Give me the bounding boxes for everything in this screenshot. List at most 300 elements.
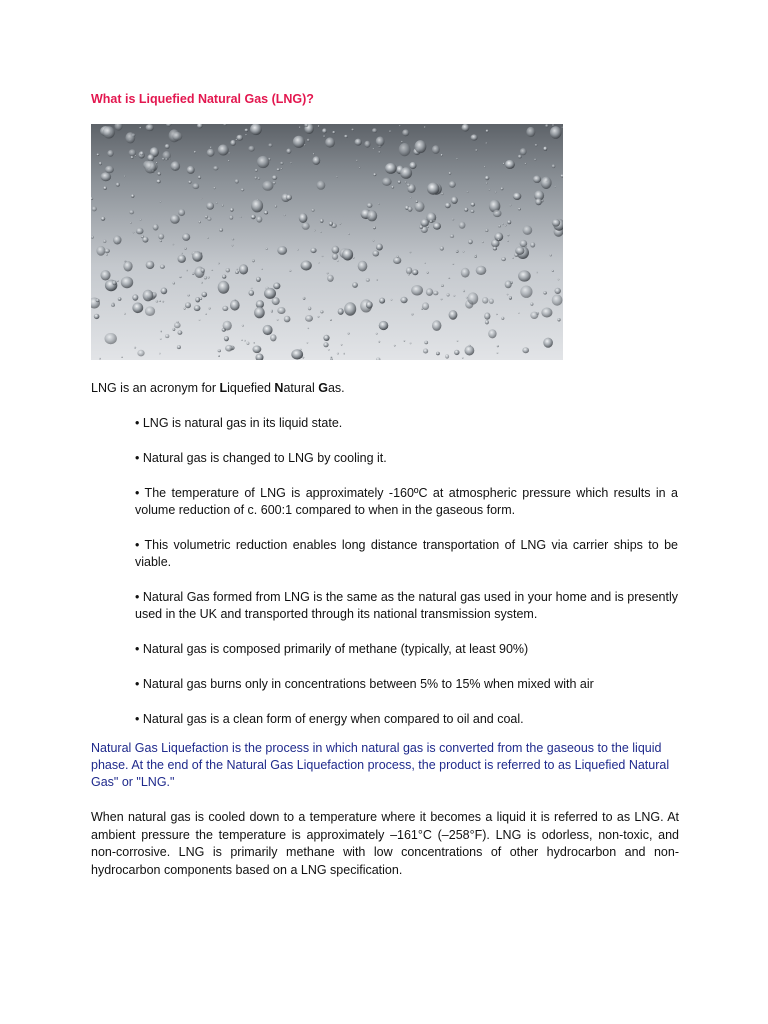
- droplet: [290, 162, 292, 164]
- droplet: [134, 347, 136, 349]
- droplet: [372, 128, 377, 133]
- droplet: [209, 307, 211, 309]
- water-droplets-photo: [91, 124, 563, 360]
- droplet: [224, 336, 229, 341]
- droplet: [489, 189, 491, 191]
- droplet: [302, 357, 304, 359]
- droplet: [179, 276, 181, 278]
- droplet: [103, 240, 106, 243]
- droplet: [373, 226, 376, 229]
- droplet: [305, 315, 313, 322]
- droplet: [441, 284, 444, 287]
- droplet: [284, 316, 291, 323]
- droplet: [467, 191, 469, 192]
- droplet: [210, 147, 212, 149]
- droplet: [257, 156, 269, 168]
- droplet: [162, 301, 164, 303]
- droplet: [147, 154, 154, 161]
- droplet: [123, 261, 132, 271]
- droplet: [268, 143, 272, 147]
- intro-line: LNG is an acronym for Liquefied Natural Gas.: [91, 381, 345, 395]
- droplet: [161, 288, 168, 295]
- droplet: [536, 272, 538, 273]
- droplet: [266, 248, 268, 250]
- droplet: [518, 270, 531, 281]
- droplet: [187, 166, 195, 174]
- liquefaction-paragraph: Natural Gas Liquefaction is the process in which natural gas is converted from the gaseous to the liquid phase. At the end of the Natural Gas Liquefaction process, the product is referred to as Liquefied Natural Gas" or "LNG.": [91, 741, 670, 789]
- droplet: [313, 153, 315, 155]
- droplet: [396, 255, 398, 257]
- droplet: [241, 188, 244, 191]
- droplet: [488, 329, 496, 338]
- droplet: [192, 251, 202, 261]
- droplet: [505, 160, 515, 169]
- droplet: [160, 338, 162, 340]
- droplet: [376, 137, 385, 147]
- droplet: [541, 308, 552, 318]
- droplet: [507, 234, 509, 236]
- droplet: [535, 144, 538, 146]
- droplet: [441, 298, 443, 300]
- droplet: [427, 183, 439, 195]
- droplet: [184, 308, 186, 310]
- droplet: [303, 297, 306, 300]
- droplet: [332, 246, 340, 254]
- droplet: [376, 279, 378, 281]
- droplet: [409, 251, 411, 253]
- droplet: [453, 295, 455, 297]
- droplet: [101, 270, 111, 280]
- droplet: [116, 242, 118, 243]
- droplet: [142, 237, 148, 243]
- droplet: [198, 176, 201, 180]
- droplet: [258, 177, 260, 180]
- droplet: [496, 314, 498, 315]
- droplet: [394, 345, 396, 347]
- droplet: [289, 270, 291, 272]
- droplet: [459, 222, 466, 229]
- droplet: [427, 272, 429, 274]
- droplet: [208, 276, 210, 278]
- droplet: [331, 356, 333, 358]
- droplet: [311, 209, 314, 212]
- droplet: [445, 354, 449, 358]
- droplet: [230, 140, 236, 146]
- droplet: [441, 154, 443, 156]
- droplet: [332, 253, 338, 260]
- droplet: [165, 334, 169, 338]
- droplet: [352, 282, 358, 288]
- droplet: [325, 137, 335, 147]
- droplet: [251, 287, 253, 289]
- droplet: [103, 126, 115, 138]
- droplet: [530, 303, 533, 306]
- droplet: [411, 285, 423, 295]
- droplet: [433, 223, 441, 230]
- droplet: [535, 198, 542, 205]
- droplet: [385, 163, 397, 174]
- droplet: [552, 219, 560, 227]
- droplet: [503, 163, 505, 165]
- droplet: [307, 139, 310, 142]
- droplet: [165, 158, 168, 160]
- droplet: [92, 206, 97, 211]
- droplet: [400, 297, 407, 303]
- droplet: [462, 124, 470, 132]
- droplet: [272, 175, 277, 180]
- droplet: [353, 257, 355, 259]
- droplet: [253, 346, 262, 354]
- droplet: [204, 276, 207, 279]
- droplet: [505, 225, 507, 226]
- droplet: [301, 261, 312, 271]
- droplet: [452, 263, 454, 265]
- droplet: [245, 129, 249, 132]
- droplet: [320, 219, 324, 223]
- droplet: [450, 234, 454, 238]
- droplet: [136, 228, 144, 235]
- droplet: [97, 153, 100, 156]
- droplet: [364, 141, 370, 148]
- list-item: • The temperature of LNG is approximately -160ºC at atmospheric pressure which results in a volume reduction of c. 600:1 compared to when in the gaseous form.: [135, 486, 678, 517]
- droplet: [121, 357, 123, 358]
- droplet: [432, 320, 441, 331]
- droplet: [302, 222, 310, 229]
- droplet: [91, 236, 94, 239]
- droplet: [393, 257, 401, 264]
- page-title: What is Liquefied Natural Gas (LNG)?: [91, 92, 314, 106]
- droplet: [277, 319, 279, 321]
- droplet: [312, 156, 320, 165]
- droplet: [113, 236, 121, 245]
- droplet: [498, 239, 500, 241]
- droplet: [322, 256, 324, 258]
- droplet: [162, 158, 165, 161]
- droplet: [314, 230, 316, 231]
- droplet: [236, 135, 243, 141]
- droplet: [373, 240, 375, 242]
- droplet: [412, 269, 418, 275]
- droplet: [146, 124, 154, 131]
- droplet: [405, 181, 407, 183]
- droplet: [124, 260, 126, 262]
- droplet: [557, 318, 560, 321]
- droplet: [261, 268, 263, 270]
- droplet: [248, 146, 254, 152]
- droplet: [299, 213, 308, 223]
- droplet: [255, 169, 258, 172]
- droplet: [507, 294, 509, 296]
- droplet: [339, 223, 341, 225]
- droplet: [199, 319, 201, 321]
- droplet: [99, 162, 102, 165]
- droplet: [157, 180, 161, 184]
- droplet: [523, 226, 533, 235]
- droplet: [207, 217, 211, 221]
- droplet: [232, 238, 234, 240]
- droplet: [229, 152, 231, 154]
- droplet: [526, 245, 528, 247]
- droplet: [262, 181, 273, 191]
- droplet: [493, 210, 502, 217]
- droplet: [378, 341, 380, 343]
- droplet: [348, 233, 350, 235]
- droplet: [159, 353, 161, 355]
- droplet: [241, 339, 243, 341]
- droplet: [427, 226, 429, 228]
- droplet: [484, 166, 486, 168]
- droplet: [441, 193, 444, 196]
- droplet: [228, 160, 230, 162]
- droplet: [552, 270, 554, 272]
- droplet: [239, 264, 248, 274]
- droplet: [401, 141, 403, 143]
- droplet: [338, 308, 344, 315]
- droplet: [201, 268, 205, 273]
- droplet: [323, 342, 328, 347]
- droplet: [476, 266, 487, 275]
- droplet: [482, 297, 488, 304]
- droplet: [400, 167, 412, 179]
- droplet: [185, 302, 191, 308]
- droplet: [139, 127, 141, 129]
- droplet: [219, 228, 223, 232]
- droplet: [468, 239, 473, 244]
- droplet: [475, 254, 477, 256]
- droplet: [501, 257, 506, 261]
- droplet: [555, 186, 557, 188]
- droplet: [186, 270, 188, 272]
- droplet: [251, 199, 263, 212]
- droplet: [367, 203, 373, 208]
- droplet: [205, 313, 207, 315]
- droplet: [146, 261, 155, 269]
- droplet: [226, 268, 230, 272]
- droplet: [373, 148, 375, 150]
- droplet: [522, 347, 529, 353]
- droplet: [256, 216, 262, 223]
- droplet: [486, 130, 489, 133]
- droplet: [543, 291, 546, 294]
- droplet: [132, 303, 143, 314]
- droplet: [445, 203, 451, 209]
- droplet: [351, 129, 354, 131]
- droplet: [96, 246, 105, 256]
- droplet: [525, 163, 527, 165]
- droplet: [509, 296, 512, 300]
- droplet: [336, 176, 338, 178]
- droplet: [373, 250, 380, 256]
- droplet: [308, 328, 310, 330]
- droplet: [99, 358, 101, 360]
- droplet: [518, 208, 521, 211]
- droplet: [389, 130, 391, 132]
- droplet: [275, 205, 278, 207]
- droplet: [471, 210, 475, 213]
- droplet: [449, 181, 456, 188]
- droplet: [235, 271, 239, 274]
- droplet: [541, 177, 552, 189]
- droplet: [408, 207, 413, 212]
- list-item: • Natural gas is changed to LNG by cooling it.: [135, 451, 387, 465]
- droplet: [486, 182, 488, 184]
- droplet: [254, 177, 257, 180]
- droplet: [471, 134, 478, 140]
- list-item: • LNG is natural gas in its liquid state.: [135, 416, 343, 430]
- droplet: [116, 183, 120, 187]
- droplet: [232, 244, 234, 246]
- droplet: [184, 247, 186, 249]
- droplet: [187, 294, 190, 296]
- droplet: [273, 283, 280, 290]
- droplet: [178, 209, 185, 216]
- droplet: [433, 220, 435, 222]
- droplet: [373, 173, 376, 176]
- list-item: • Natural Gas formed from LNG is the same as the natural gas used in your home and is presently used in the UK and transported through its national transmission system.: [135, 590, 678, 621]
- droplet: [501, 317, 504, 320]
- droplet: [291, 349, 303, 359]
- droplet: [112, 280, 116, 285]
- droplet: [211, 269, 213, 271]
- droplet: [327, 275, 334, 282]
- droplet: [218, 355, 220, 357]
- droplet: [344, 302, 356, 315]
- droplet: [263, 325, 273, 335]
- droplet: [379, 298, 385, 304]
- droplet: [158, 234, 164, 240]
- droplet: [264, 211, 268, 215]
- droplet: [416, 200, 419, 203]
- droplet: [498, 225, 501, 228]
- droplet: [253, 342, 255, 343]
- droplet: [317, 181, 326, 190]
- droplet: [366, 278, 370, 281]
- droplet: [432, 145, 440, 154]
- droplet: [273, 182, 275, 185]
- droplet: [200, 198, 202, 199]
- droplet: [558, 279, 560, 281]
- droplet: [489, 299, 494, 304]
- droplet: [156, 300, 159, 302]
- droplet: [543, 338, 553, 348]
- droplet: [157, 172, 161, 175]
- droplet: [124, 175, 126, 177]
- droplet: [520, 148, 527, 155]
- droplet: [493, 247, 497, 251]
- droplet: [106, 254, 108, 256]
- droplet: [129, 210, 134, 214]
- droplet: [286, 149, 291, 154]
- droplet: [342, 249, 353, 261]
- droplet: [117, 280, 119, 282]
- lng-facts-list: [135, 415, 678, 746]
- droplet: [277, 246, 287, 255]
- droplet: [533, 176, 541, 183]
- droplet: [112, 302, 114, 304]
- droplet: [218, 349, 221, 352]
- droplet: [229, 215, 233, 219]
- droplet: [329, 222, 333, 226]
- droplet: [463, 290, 465, 292]
- droplet: [205, 215, 208, 218]
- droplet: [107, 150, 113, 157]
- droplet: [222, 204, 224, 206]
- droplet: [484, 313, 490, 320]
- droplet: [182, 233, 190, 241]
- droplet: [129, 149, 137, 156]
- droplet: [213, 187, 215, 189]
- droplet: [421, 308, 423, 310]
- droplet: [218, 145, 229, 156]
- droplet: [424, 262, 426, 264]
- droplet: [464, 208, 468, 212]
- droplet: [467, 292, 478, 304]
- droplet: [245, 134, 247, 136]
- droplet: [178, 255, 186, 263]
- droplet: [552, 124, 554, 126]
- droplet: [218, 281, 230, 294]
- droplet: [378, 151, 380, 153]
- droplet: [177, 345, 181, 349]
- droplet: [297, 249, 299, 251]
- droplet: [145, 306, 155, 316]
- droplet: [451, 197, 458, 204]
- droplet: [222, 306, 228, 311]
- droplet: [133, 232, 135, 234]
- droplet: [378, 203, 380, 204]
- droplet: [327, 272, 329, 274]
- droplet: [188, 181, 191, 184]
- droplet: [552, 295, 563, 306]
- droplet: [505, 281, 512, 289]
- droplet: [507, 240, 509, 242]
- droplet: [105, 249, 110, 254]
- droplet: [171, 161, 181, 171]
- droplet: [240, 217, 242, 218]
- droplet: [322, 128, 327, 133]
- droplet: [323, 135, 325, 137]
- droplet: [449, 172, 452, 175]
- droplet: [507, 220, 511, 224]
- droplet: [96, 299, 100, 302]
- droplet: [284, 215, 286, 217]
- droplet: [424, 126, 426, 128]
- droplet: [181, 253, 183, 255]
- droplet: [320, 231, 322, 233]
- droplet: [178, 330, 183, 334]
- droplet: [173, 282, 175, 285]
- droplet: [277, 168, 280, 171]
- droplet: [526, 127, 535, 137]
- droplet: [366, 301, 373, 308]
- droplet: [140, 219, 142, 221]
- droplet: [466, 297, 468, 299]
- droplet: [101, 217, 105, 221]
- droplet: [270, 334, 276, 341]
- droplet: [318, 262, 320, 263]
- droplet: [341, 344, 343, 346]
- droplet: [318, 316, 320, 318]
- droplet: [131, 194, 134, 198]
- droplet: [520, 286, 532, 298]
- droplet: [379, 321, 389, 330]
- droplet: [415, 140, 427, 153]
- droplet: [344, 135, 348, 138]
- droplet: [165, 144, 170, 149]
- droplet: [415, 201, 425, 212]
- droplet: [518, 155, 522, 159]
- droplet: [254, 307, 265, 318]
